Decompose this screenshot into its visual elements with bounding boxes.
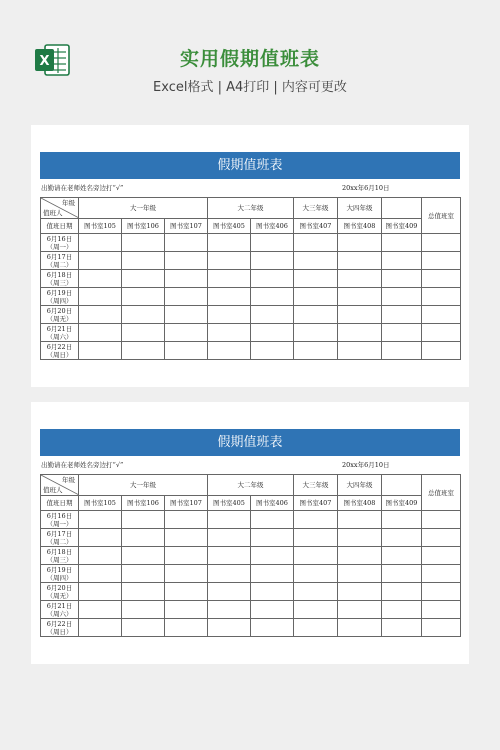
duty-cell[interactable] — [208, 529, 251, 547]
day-date: 6月17日 — [46, 529, 73, 538]
duty-cell[interactable] — [382, 601, 422, 619]
duty-cell[interactable] — [422, 619, 461, 637]
duty-cell[interactable] — [165, 583, 208, 601]
day-row — [41, 288, 461, 306]
room-header: 图书室408 — [338, 219, 382, 234]
day-weekday: （周三） — [46, 278, 73, 287]
duty-cell[interactable] — [122, 619, 165, 637]
duty-cell[interactable] — [294, 619, 338, 637]
duty-cell[interactable] — [251, 234, 294, 252]
day-date: 6月18日 — [46, 547, 73, 556]
day-date: 6月18日 — [46, 270, 73, 279]
duty-cell[interactable] — [165, 601, 208, 619]
duty-cell[interactable] — [294, 529, 338, 547]
duty-cell[interactable] — [208, 324, 251, 342]
duty-cell[interactable] — [422, 288, 461, 306]
grade-header-row — [41, 198, 461, 219]
duty-cell[interactable] — [294, 601, 338, 619]
duty-cell[interactable] — [382, 234, 422, 252]
day-row — [41, 565, 461, 583]
day-date: 6月22日 — [46, 619, 73, 628]
duty-cell[interactable] — [208, 547, 251, 565]
duty-cell[interactable] — [165, 565, 208, 583]
duty-date-header: 值班日期 — [41, 496, 79, 511]
day-row — [41, 252, 461, 270]
duty-cell[interactable] — [338, 342, 382, 360]
duty-cell[interactable] — [251, 252, 294, 270]
duty-cell[interactable] — [338, 619, 382, 637]
duty-cell[interactable] — [251, 583, 294, 601]
day-row — [41, 270, 461, 288]
duty-cell[interactable] — [122, 288, 165, 306]
grade-4-header: 大四年级 — [338, 475, 382, 496]
duty-cell[interactable] — [338, 529, 382, 547]
day-cell — [41, 342, 79, 360]
duty-cell[interactable] — [165, 547, 208, 565]
duty-cell[interactable] — [165, 619, 208, 637]
duty-cell[interactable] — [165, 342, 208, 360]
day-date: 6月22日 — [46, 342, 73, 351]
duty-cell[interactable] — [122, 565, 165, 583]
day-date: 6月16日 — [46, 511, 73, 520]
duty-cell[interactable] — [382, 270, 422, 288]
duty-cell[interactable] — [251, 511, 294, 529]
duty-cell[interactable] — [208, 342, 251, 360]
duty-cell[interactable] — [251, 342, 294, 360]
day-weekday: （周一） — [46, 242, 73, 251]
room-header: 图书室106 — [122, 496, 165, 511]
duty-cell[interactable] — [122, 324, 165, 342]
day-row — [41, 324, 461, 342]
duty-cell[interactable] — [338, 511, 382, 529]
duty-cell[interactable] — [382, 547, 422, 565]
duty-cell[interactable] — [79, 306, 122, 324]
duty-cell[interactable] — [165, 252, 208, 270]
duty-cell[interactable] — [251, 529, 294, 547]
duty-cell[interactable] — [382, 252, 422, 270]
duty-cell[interactable] — [79, 547, 122, 565]
duty-cell[interactable] — [422, 547, 461, 565]
duty-cell[interactable] — [122, 306, 165, 324]
duty-cell[interactable] — [382, 324, 422, 342]
grade-3-header: 大三年级 — [294, 198, 338, 219]
duty-cell[interactable] — [294, 306, 338, 324]
duty-cell[interactable] — [422, 234, 461, 252]
duty-cell[interactable] — [208, 306, 251, 324]
duty-cell[interactable] — [294, 583, 338, 601]
room-header: 图书室107 — [165, 496, 208, 511]
sheet-banner-title: 假期值班表 — [40, 152, 460, 179]
corner-staff-label: 值班人 — [43, 209, 63, 217]
duty-cell[interactable] — [165, 270, 208, 288]
duty-cell[interactable] — [208, 288, 251, 306]
grade-4-extra-cell — [382, 475, 422, 496]
duty-cell[interactable] — [79, 270, 122, 288]
day-cell — [41, 234, 79, 252]
duty-cell[interactable] — [338, 547, 382, 565]
attendance-note: 出勤请在老师姓名旁边打“√” — [41, 184, 124, 192]
duty-table — [40, 197, 461, 360]
day-cell — [41, 583, 79, 601]
day-date: 6月16日 — [46, 234, 73, 243]
grade-header-row — [41, 475, 461, 496]
duty-cell[interactable] — [122, 601, 165, 619]
page-subtitle: Excel格式 | A4打印 | 内容可更改 — [153, 80, 347, 95]
day-date: 6月21日 — [46, 324, 73, 333]
day-cell — [41, 547, 79, 565]
grade-3-header: 大三年级 — [294, 475, 338, 496]
day-weekday: （周二） — [46, 537, 73, 546]
day-row — [41, 342, 461, 360]
duty-cell[interactable] — [165, 511, 208, 529]
duty-cell[interactable] — [338, 234, 382, 252]
duty-table — [40, 474, 461, 637]
day-date: 6月20日 — [46, 583, 73, 592]
duty-cell[interactable] — [382, 583, 422, 601]
room-header: 图书室405 — [208, 219, 251, 234]
day-row — [41, 306, 461, 324]
duty-cell[interactable] — [122, 252, 165, 270]
duty-cell[interactable] — [122, 270, 165, 288]
duty-cell[interactable] — [422, 511, 461, 529]
duty-cell[interactable] — [422, 270, 461, 288]
duty-cell[interactable] — [79, 583, 122, 601]
day-weekday: （周四） — [46, 573, 73, 582]
duty-cell[interactable] — [79, 342, 122, 360]
day-date: 6月19日 — [46, 565, 73, 574]
duty-sheet-1 — [31, 125, 469, 387]
day-weekday: （周无） — [46, 314, 73, 323]
day-cell — [41, 565, 79, 583]
grade-1-header: 大一年级 — [79, 475, 208, 496]
duty-cell[interactable] — [294, 511, 338, 529]
duty-sheet-2 — [31, 402, 469, 664]
room-header: 图书室107 — [165, 219, 208, 234]
duty-cell[interactable] — [79, 529, 122, 547]
day-cell — [41, 252, 79, 270]
duty-cell[interactable] — [422, 252, 461, 270]
day-weekday: （周三） — [46, 555, 73, 564]
room-header: 图书室407 — [294, 219, 338, 234]
duty-cell[interactable] — [294, 547, 338, 565]
duty-cell[interactable] — [294, 270, 338, 288]
day-weekday: （周一） — [46, 519, 73, 528]
corner-staff-label: 值班人 — [43, 486, 63, 494]
day-row — [41, 619, 461, 637]
duty-cell[interactable] — [165, 529, 208, 547]
grade-1-header: 大一年级 — [79, 198, 208, 219]
duty-cell[interactable] — [382, 529, 422, 547]
page-title: 实用假期值班表 — [179, 48, 320, 70]
duty-cell[interactable] — [338, 288, 382, 306]
day-cell — [41, 288, 79, 306]
duty-cell[interactable] — [382, 565, 422, 583]
day-row — [41, 529, 461, 547]
room-header: 图书室406 — [251, 219, 294, 234]
duty-cell[interactable] — [294, 324, 338, 342]
duty-cell[interactable] — [422, 306, 461, 324]
corner-cell — [41, 475, 79, 496]
duty-cell[interactable] — [382, 342, 422, 360]
duty-cell[interactable] — [251, 306, 294, 324]
duty-cell[interactable] — [294, 565, 338, 583]
room-header: 图书室406 — [251, 496, 294, 511]
duty-cell[interactable] — [165, 324, 208, 342]
room-header-row — [41, 219, 461, 234]
day-weekday: （周日） — [46, 350, 73, 359]
room-header: 图书室105 — [79, 496, 122, 511]
day-row — [41, 583, 461, 601]
duty-cell[interactable] — [382, 511, 422, 529]
day-row — [41, 547, 461, 565]
grade-4-header: 大四年级 — [338, 198, 382, 219]
duty-cell[interactable] — [208, 565, 251, 583]
duty-cell[interactable] — [208, 234, 251, 252]
duty-cell[interactable] — [338, 306, 382, 324]
duty-cell[interactable] — [122, 529, 165, 547]
duty-cell[interactable] — [79, 601, 122, 619]
duty-cell[interactable] — [165, 288, 208, 306]
room-header: 图书室409 — [382, 219, 422, 234]
corner-grade-label: 年级 — [62, 199, 75, 207]
duty-cell[interactable] — [122, 511, 165, 529]
duty-cell[interactable] — [294, 252, 338, 270]
day-date: 6月17日 — [46, 252, 73, 261]
duty-cell[interactable] — [122, 583, 165, 601]
day-weekday: （周四） — [46, 296, 73, 305]
duty-cell[interactable] — [165, 234, 208, 252]
schedule-date: 20xx年6月10日 — [342, 184, 390, 192]
duty-cell[interactable] — [208, 511, 251, 529]
duty-cell[interactable] — [338, 565, 382, 583]
total-duty-header: 总值班室 — [422, 475, 461, 511]
corner-grade-label: 年级 — [62, 476, 75, 484]
duty-cell[interactable] — [79, 619, 122, 637]
duty-cell[interactable] — [422, 583, 461, 601]
room-header: 图书室409 — [382, 496, 422, 511]
day-row — [41, 234, 461, 252]
duty-cell[interactable] — [422, 324, 461, 342]
duty-cell[interactable] — [251, 270, 294, 288]
day-row — [41, 511, 461, 529]
duty-cell[interactable] — [208, 619, 251, 637]
day-weekday: （周六） — [46, 609, 73, 618]
duty-cell[interactable] — [338, 583, 382, 601]
duty-cell[interactable] — [338, 252, 382, 270]
schedule-date: 20xx年6月10日 — [342, 461, 390, 469]
duty-cell[interactable] — [422, 342, 461, 360]
duty-cell[interactable] — [338, 270, 382, 288]
duty-cell[interactable] — [294, 342, 338, 360]
duty-cell[interactable] — [79, 565, 122, 583]
day-cell — [41, 529, 79, 547]
duty-cell[interactable] — [208, 270, 251, 288]
day-cell — [41, 619, 79, 637]
sheet-banner-title: 假期值班表 — [40, 429, 460, 456]
duty-cell[interactable] — [382, 306, 422, 324]
attendance-note: 出勤请在老师姓名旁边打“√” — [41, 461, 124, 469]
duty-cell[interactable] — [422, 529, 461, 547]
duty-cell[interactable] — [338, 601, 382, 619]
duty-cell[interactable] — [122, 547, 165, 565]
day-row — [41, 601, 461, 619]
duty-cell[interactable] — [122, 234, 165, 252]
duty-cell[interactable] — [208, 601, 251, 619]
duty-cell[interactable] — [208, 252, 251, 270]
duty-cell[interactable] — [79, 324, 122, 342]
duty-cell[interactable] — [79, 234, 122, 252]
room-header-row — [41, 496, 461, 511]
room-header: 图书室105 — [79, 219, 122, 234]
room-header: 图书室106 — [122, 219, 165, 234]
duty-cell[interactable] — [382, 288, 422, 306]
duty-cell[interactable] — [251, 601, 294, 619]
duty-cell[interactable] — [294, 288, 338, 306]
page-header — [0, 0, 500, 110]
room-header: 图书室405 — [208, 496, 251, 511]
duty-cell[interactable] — [251, 565, 294, 583]
duty-cell[interactable] — [251, 547, 294, 565]
duty-cell[interactable] — [208, 583, 251, 601]
duty-cell[interactable] — [294, 234, 338, 252]
day-date: 6月20日 — [46, 306, 73, 315]
duty-cell[interactable] — [79, 252, 122, 270]
duty-cell[interactable] — [251, 619, 294, 637]
day-cell — [41, 324, 79, 342]
room-header: 图书室407 — [294, 496, 338, 511]
duty-cell[interactable] — [251, 324, 294, 342]
day-cell — [41, 270, 79, 288]
day-date: 6月21日 — [46, 601, 73, 610]
grade-2-header: 大二年级 — [208, 198, 294, 219]
duty-cell[interactable] — [338, 324, 382, 342]
grade-2-header: 大二年级 — [208, 475, 294, 496]
duty-cell[interactable] — [165, 306, 208, 324]
duty-cell[interactable] — [122, 342, 165, 360]
grade-4-extra-cell — [382, 198, 422, 219]
day-weekday: （周二） — [46, 260, 73, 269]
duty-cell[interactable] — [251, 288, 294, 306]
day-weekday: （周六） — [46, 332, 73, 341]
duty-cell[interactable] — [382, 619, 422, 637]
duty-cell[interactable] — [79, 511, 122, 529]
duty-cell[interactable] — [422, 601, 461, 619]
day-weekday: （周无） — [46, 591, 73, 600]
total-duty-header: 总值班室 — [422, 198, 461, 234]
day-date: 6月19日 — [46, 288, 73, 297]
duty-cell[interactable] — [422, 565, 461, 583]
day-cell — [41, 511, 79, 529]
day-weekday: （周日） — [46, 627, 73, 636]
duty-date-header: 值班日期 — [41, 219, 79, 234]
svg-text:X: X — [39, 54, 50, 69]
room-header: 图书室408 — [338, 496, 382, 511]
day-cell — [41, 601, 79, 619]
duty-cell[interactable] — [79, 288, 122, 306]
day-cell — [41, 306, 79, 324]
corner-cell — [41, 198, 79, 219]
